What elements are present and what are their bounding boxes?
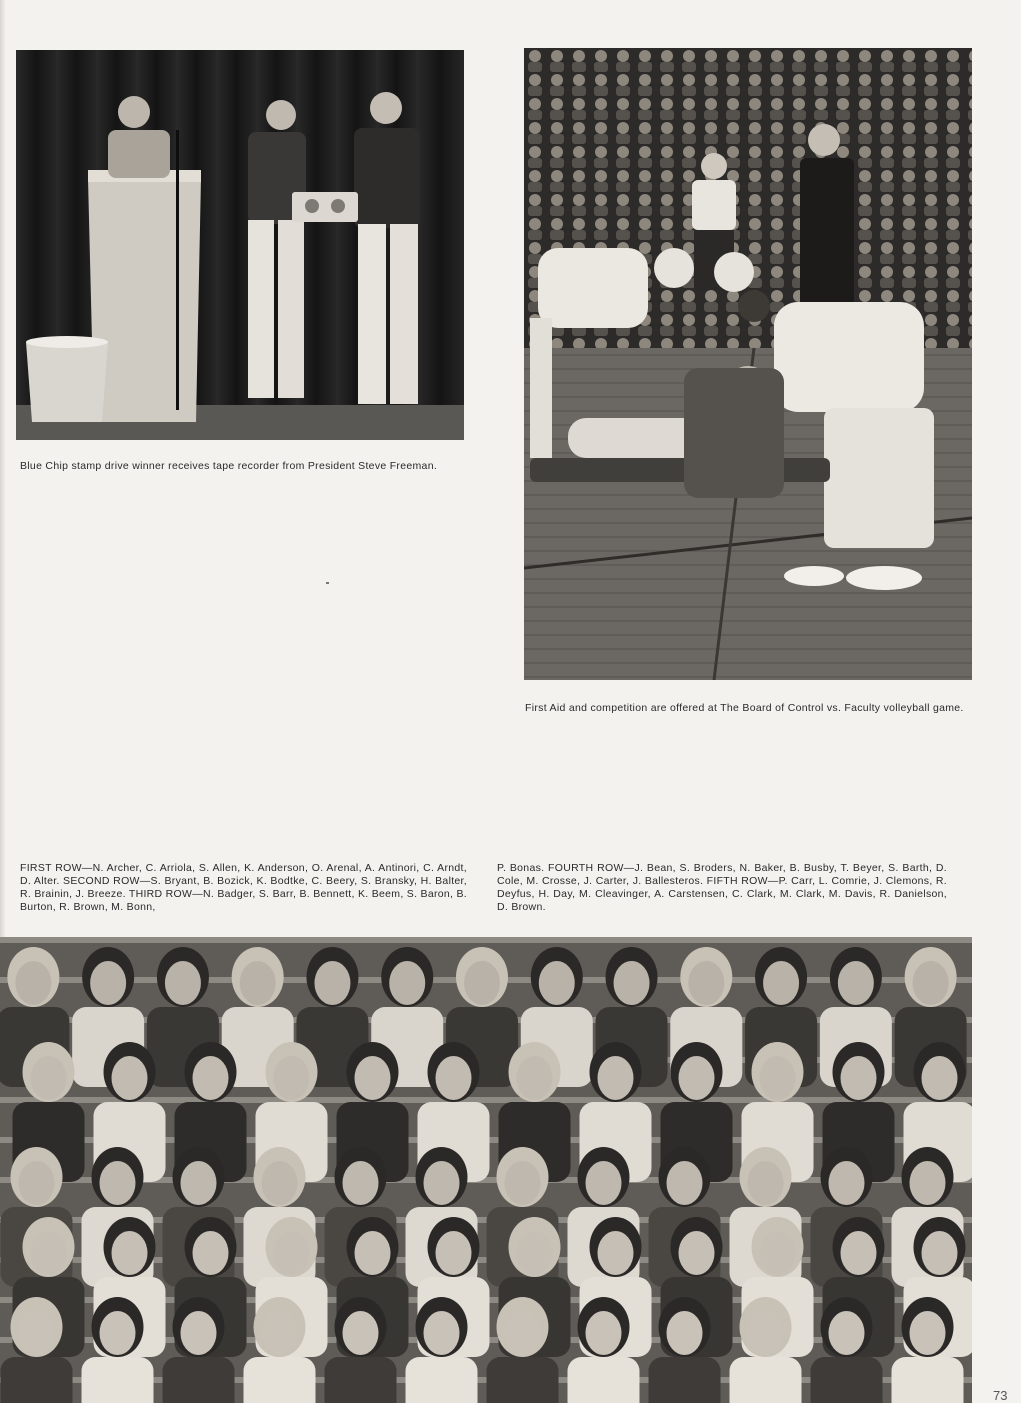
student-face	[586, 1161, 622, 1205]
student-body	[163, 1357, 235, 1403]
student-face	[910, 1311, 946, 1355]
student-body	[1, 1357, 73, 1403]
student-face	[614, 961, 650, 1005]
student-face	[910, 1161, 946, 1205]
student-face	[314, 961, 350, 1005]
student-face	[838, 961, 874, 1005]
stage-photo-illustration	[16, 50, 464, 440]
student-face	[598, 1231, 634, 1275]
student-body	[82, 1357, 154, 1403]
student-face	[262, 1161, 298, 1205]
student-face	[505, 1311, 541, 1355]
student-body	[730, 1357, 802, 1403]
student-face	[31, 1231, 67, 1275]
student-face	[760, 1231, 796, 1275]
student-face	[100, 1311, 136, 1355]
student-face	[19, 1311, 55, 1355]
student-face	[112, 1231, 148, 1275]
student-face	[343, 1161, 379, 1205]
student-body	[892, 1357, 964, 1403]
print-speck	[326, 582, 329, 584]
student-face	[436, 1056, 472, 1100]
student-face	[667, 1311, 703, 1355]
student-face	[262, 1311, 298, 1355]
student-face	[505, 1161, 541, 1205]
roster-text-left: FIRST ROW—N. Archer, C. Arriola, S. Allen, K. Anderson, O. Arenal, A. Antinori, C. Arndt, D. Alter. SECOND ROW—S. Bryant, B. Bozick, K. Bodtke, C. Beery, S. Bransky, H. Balter, R. Brainin, J. Breeze. THIRD ROW—N. Badger, S. Barr, B. Bennett, K. Beem, S. Baron, B. Burton, R. Brown, M. Bonn,	[20, 862, 467, 913]
student-face	[517, 1056, 553, 1100]
student-body	[244, 1357, 316, 1403]
student-face	[913, 961, 949, 1005]
student-face	[464, 961, 500, 1005]
student-face	[274, 1056, 310, 1100]
student-face	[343, 1311, 379, 1355]
student-body	[406, 1357, 478, 1403]
student-face	[15, 961, 51, 1005]
student-face	[240, 961, 276, 1005]
student-face	[181, 1311, 217, 1355]
student-face	[841, 1056, 877, 1100]
student-face	[922, 1231, 958, 1275]
caption-gym-stretcher: First Aid and competition are offered at The Board of Control vs. Faculty volleyball game.	[525, 702, 964, 714]
student-body	[811, 1357, 883, 1403]
student-face	[679, 1056, 715, 1100]
roster-text-right: P. Bonas. FOURTH ROW—J. Bean, S. Broders, N. Baker, B. Busby, T. Beyer, S. Barth, D. Cole, M. Crosse, J. Carter, J. Ballesteros. FIFTH ROW—P. Carr, L. Comrie, J. Clemons, R. Deyfus, H. Day, M. Cleavinger, A. Carstensen, C. Clark, M. Clark, M. Davis, R. Danielson, D. Brown.	[497, 862, 947, 913]
group-photo-illustration	[0, 937, 972, 1403]
page-number: 73	[993, 1388, 1008, 1403]
student-face	[389, 961, 425, 1005]
student-body	[568, 1357, 640, 1403]
photo-class-group	[0, 937, 972, 1403]
student-face	[688, 961, 724, 1005]
photo-stage-award	[16, 50, 464, 440]
student-face	[841, 1231, 877, 1275]
student-face	[274, 1231, 310, 1275]
student-face	[100, 1161, 136, 1205]
student-face	[829, 1161, 865, 1205]
student-face	[181, 1161, 217, 1205]
student-face	[31, 1056, 67, 1100]
gym-photo-illustration	[524, 48, 972, 680]
photo-gym-stretcher	[524, 48, 972, 680]
student-face	[517, 1231, 553, 1275]
student-face	[436, 1231, 472, 1275]
student-face	[112, 1056, 148, 1100]
student-face	[90, 961, 126, 1005]
student-face	[193, 1056, 229, 1100]
student-face	[667, 1161, 703, 1205]
student-body	[649, 1357, 721, 1403]
student-face	[598, 1056, 634, 1100]
student-face	[748, 1311, 784, 1355]
student-face	[19, 1161, 55, 1205]
student-face	[539, 961, 575, 1005]
student-face	[760, 1056, 796, 1100]
student-face	[193, 1231, 229, 1275]
student-face	[586, 1311, 622, 1355]
student-face	[355, 1231, 391, 1275]
student-body	[487, 1357, 559, 1403]
student-face	[355, 1056, 391, 1100]
student-face	[424, 1311, 460, 1355]
student-body	[325, 1357, 397, 1403]
student-face	[679, 1231, 715, 1275]
student-face	[165, 961, 201, 1005]
student-face	[922, 1056, 958, 1100]
student-face	[748, 1161, 784, 1205]
caption-stage-award: Blue Chip stamp drive winner receives tape recorder from President Steve Freeman.	[20, 460, 438, 472]
student-face	[829, 1311, 865, 1355]
student-face	[424, 1161, 460, 1205]
student-face	[763, 961, 799, 1005]
